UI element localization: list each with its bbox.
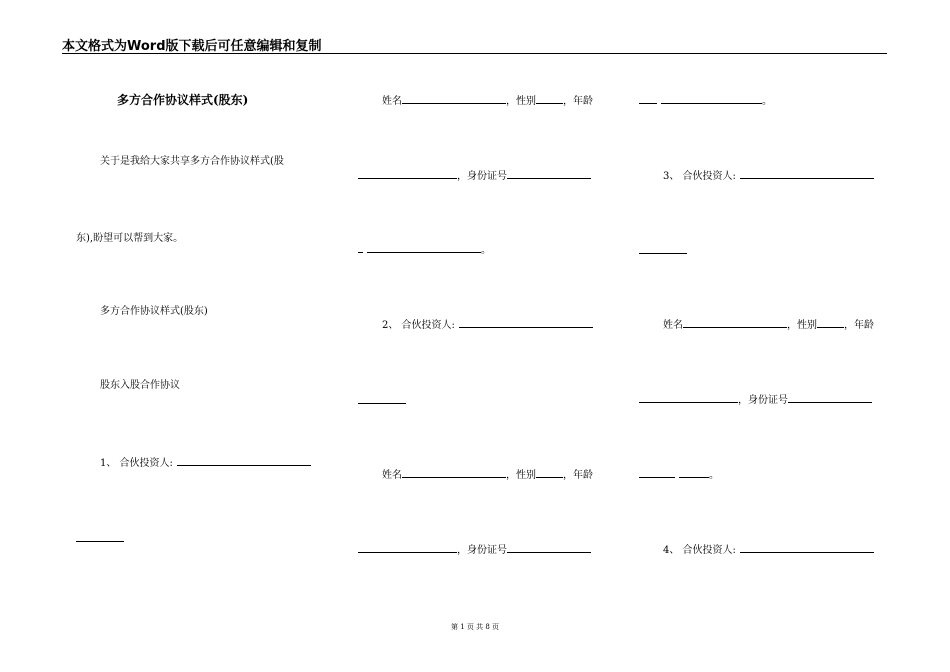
gender-blank — [536, 468, 563, 478]
header-title: 本文格式为Word版下载后可任意编辑和复制 — [62, 39, 322, 54]
subtitle: 多方合作协议样式(股东) — [100, 306, 208, 317]
blank-line — [358, 403, 406, 404]
partner-2-blank — [459, 318, 593, 328]
blank — [639, 468, 675, 478]
age-label: ，年龄 — [844, 320, 874, 331]
name-blank — [402, 468, 506, 478]
intro-line-1: 关于是我给大家共享多方合作协议样式(股 — [100, 156, 284, 167]
partner-4-text: 4、 合伙投资人: — [663, 545, 736, 556]
partner-3-end-row — [639, 468, 719, 482]
end-mark: 。 — [481, 245, 491, 256]
partner-1-text: 1、 合伙投资人: — [100, 458, 173, 469]
gender-label: ，性别 — [506, 96, 536, 107]
partner-4-blank — [740, 543, 874, 553]
end-mark: 。 — [762, 96, 772, 107]
id-blank — [507, 169, 591, 179]
name-blank — [402, 94, 506, 104]
page-number: 第 1 页 共 8 页 — [450, 623, 500, 631]
partner-2-name-row — [382, 468, 593, 482]
blank — [367, 243, 481, 253]
name-label: 姓名 — [382, 470, 402, 481]
blank — [679, 468, 709, 478]
age-label: ，年龄 — [563, 470, 593, 481]
section-heading: 股东入股合作协议 — [100, 380, 180, 391]
partner-2-text: 2、 合伙投资人: — [382, 320, 455, 331]
partner-1-blank — [177, 456, 311, 466]
partner-2-label — [382, 318, 593, 332]
id-label: ，身份证号 — [457, 171, 507, 182]
partner-3-name-row — [663, 318, 874, 332]
partner-3-id-row — [639, 393, 872, 407]
partner-2-id-row — [358, 543, 591, 557]
blank — [639, 393, 738, 403]
gender-label: ，性别 — [506, 470, 536, 481]
name-blank — [683, 318, 787, 328]
name-label: 姓名 — [382, 96, 402, 107]
blank — [358, 169, 457, 179]
gender-blank — [817, 318, 844, 328]
partner-3-blank — [740, 169, 874, 179]
partner-3-label — [663, 169, 874, 183]
intro-line-2: 东),盼望可以帮到大家。 — [76, 233, 184, 244]
document-title: 多方合作协议样式(股东) — [117, 93, 249, 107]
partner-1-end-row — [358, 243, 491, 257]
id-label: ，身份证号 — [457, 545, 507, 556]
blank — [358, 543, 457, 553]
partner-1-label — [100, 456, 311, 470]
age-label: ，年龄 — [563, 96, 593, 107]
blank — [358, 243, 363, 253]
partner-1-id-row — [358, 169, 591, 183]
partner-3-text: 3、 合伙投资人: — [663, 171, 736, 182]
blank — [661, 94, 762, 104]
id-label: ，身份证号 — [738, 395, 788, 406]
id-blank — [788, 393, 872, 403]
gender-label: ，性别 — [787, 320, 817, 331]
partner-4-label — [663, 543, 874, 557]
partner-1-name-row — [382, 94, 593, 108]
id-blank — [507, 543, 591, 553]
end-mark: 。 — [709, 470, 719, 481]
blank — [639, 94, 657, 104]
partner-2-end-row — [639, 94, 772, 108]
page-header — [62, 35, 887, 54]
blank-line — [639, 253, 687, 254]
gender-blank — [536, 94, 563, 104]
name-label: 姓名 — [663, 320, 683, 331]
blank-line — [76, 541, 124, 542]
